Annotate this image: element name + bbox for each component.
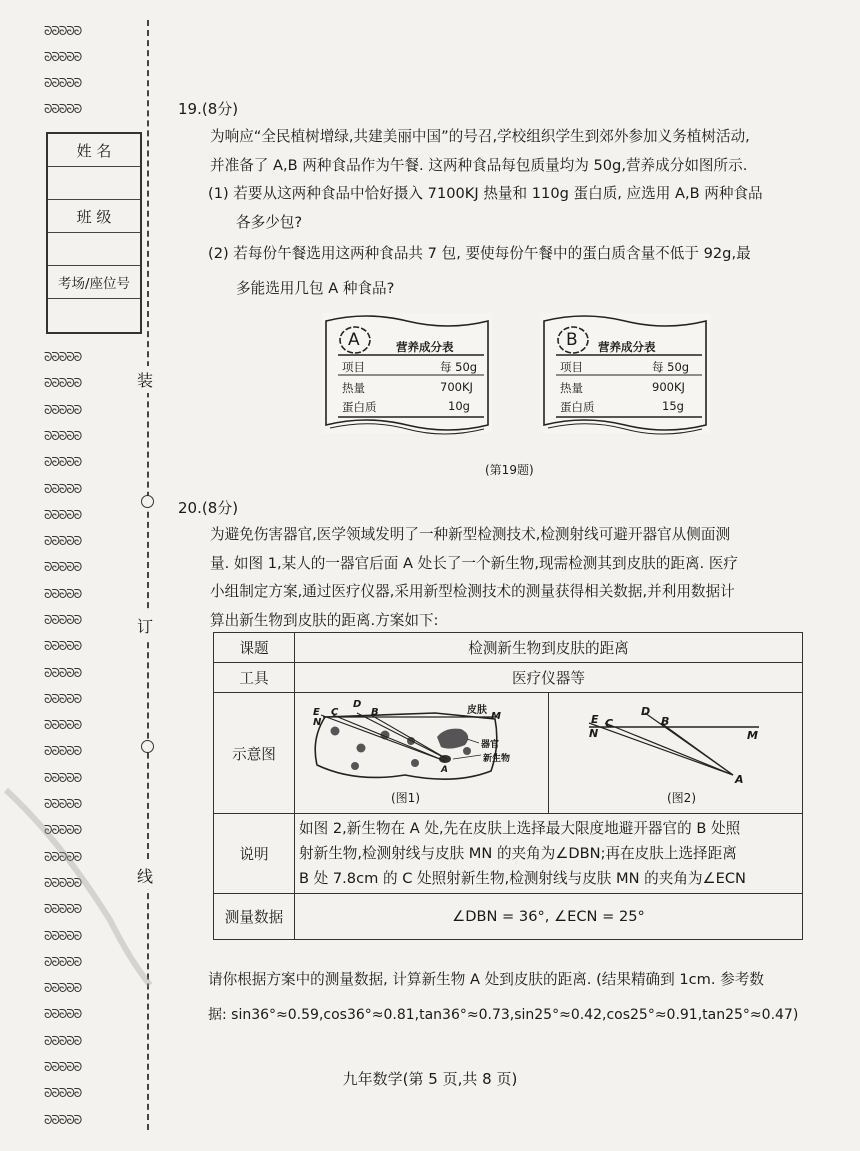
q20-intro-line: 量. 如图 1,某人的一器官后面 A 处长了一个新生物,现需检测其到皮肤的距离. 医疗 <box>210 554 739 572</box>
q20-question-line: 请你根据方案中的测量数据, 计算新生物 A 处到皮肤的距离. (结果精确到 1cm. 参考数 <box>208 971 764 988</box>
card-energy-value: 700KJ <box>440 380 473 394</box>
card-protein-label: 蛋白质 <box>342 400 377 414</box>
fig1-label-d: D <box>353 699 362 710</box>
table-row <box>214 693 803 814</box>
decoration-row: ᘐᘐᘐᘐᘐ <box>44 403 82 417</box>
q20-intro-line: 算出新生物到皮肤的距离.方案如下: <box>210 611 439 629</box>
fig1-label-growth: 新生物 <box>483 754 511 764</box>
q19-intro-line: 为响应“全民植树增绿,共建美丽中国”的号召,学校组织学生到郊外参加义务植树活动, <box>210 128 750 145</box>
card-protein-value: 15g <box>662 399 684 413</box>
q19-part1-line: 各多少包? <box>236 213 303 231</box>
decoration-row: ᘐᘐᘐᘐᘐ <box>44 692 82 706</box>
fig2-label-c: C <box>605 717 614 730</box>
table-row <box>214 633 803 663</box>
decoration-row: ᘐᘐᘐᘐᘐ <box>44 1086 82 1100</box>
table-row <box>214 663 803 693</box>
decoration-row: ᘐᘐᘐᘐᘐ <box>44 350 82 364</box>
topic-value: 检测新生物到皮肤的距离 <box>295 633 803 663</box>
q19-part2 <box>208 240 818 303</box>
card-title: 营养成分表 <box>396 340 454 354</box>
q19-part2-line: 多能选用几包 A 种食品? <box>236 279 395 297</box>
decoration-row: ᘐᘐᘐᘐᘐ <box>44 534 82 548</box>
decoration-row: ᘐᘐᘐᘐᘐ <box>44 718 82 732</box>
decoration-row: ᘐᘐᘐᘐᘐ <box>44 587 82 601</box>
q20-intro-line: 小组制定方案,通过医疗仪器,采用新型检测技术的测量获得相关数据,并利用数据计 <box>210 583 735 600</box>
q19-number: 19. <box>178 100 202 118</box>
decoration-row: ᘐᘐᘐᘐᘐ <box>44 613 82 627</box>
q19-figure-caption: (第19题) <box>485 463 534 477</box>
q20-question-line: 据: sin36°≈0.59,cos36°≈0.81,tan36°≈0.73,sin25°≈0.42,cos25°≈0.91,tan25°≈0.47) <box>208 1006 799 1023</box>
measurement-label: 测量数据 <box>214 894 295 940</box>
binding-char-zhuang: 装 <box>137 366 153 393</box>
decoration-row: ᘐᘐᘐᘐᘐ <box>44 876 82 890</box>
measurement-value: ∠DBN = 36°, ∠ECN = 25° <box>295 894 803 940</box>
name-label: 姓 名 <box>48 134 140 167</box>
q20-score: (8分) <box>201 499 239 517</box>
q19-intro-line: 并准备了 A,B 两种食品作为午餐. 这两种食品每包质量均为 50g,营养成分如图所示. <box>210 156 748 174</box>
decoration-row: ᘐᘐᘐᘐᘐ <box>44 482 82 496</box>
fig1-label-m: M <box>491 711 501 722</box>
decoration-row: ᘐᘐᘐᘐᘐ <box>44 902 82 916</box>
card-protein-value: 10g <box>448 399 470 413</box>
decoration-row: ᘐᘐᘐᘐᘐ <box>44 1113 82 1127</box>
fig2-label-a: A <box>735 773 744 786</box>
class-label: 班 级 <box>48 200 140 233</box>
q19-part1 <box>208 180 818 237</box>
table-row <box>214 814 803 894</box>
card-title: 营养成分表 <box>598 340 656 354</box>
page-footer: 九年数学(第 5 页,共 8 页) <box>342 1070 518 1088</box>
q19-intro <box>210 123 810 180</box>
scheme-table <box>213 632 803 940</box>
decoration-row: ᘐᘐᘐᘐᘐ <box>44 376 82 390</box>
fig2-label-d: D <box>641 705 651 718</box>
decoration-row: ᘐᘐᘐᘐᘐ <box>44 560 82 574</box>
figure-1-cell <box>295 693 549 814</box>
decoration-row: ᘐᘐᘐᘐᘐ <box>44 797 82 811</box>
decoration-row: ᘐᘐᘐᘐᘐ <box>44 1060 82 1074</box>
fig1-label-a: A <box>441 765 448 775</box>
fig1-label-n: N <box>313 717 322 728</box>
fig1-label-e: E <box>313 707 320 718</box>
card-col-item: 项目 <box>560 360 583 374</box>
topic-label: 课题 <box>214 633 295 663</box>
decoration-row: ᘐᘐᘐᘐᘐ <box>44 981 82 995</box>
card-energy-value: 900KJ <box>652 380 685 394</box>
q20-header <box>178 497 238 518</box>
explanation-line: 射新生物,检测射线与皮肤 MN 的夹角为∠DBN;再在皮肤上选择距离 <box>299 845 737 862</box>
decoration-row: ᘐᘐᘐᘐᘐ <box>44 76 82 90</box>
tool-label: 工具 <box>214 663 295 693</box>
student-info-box <box>46 132 142 334</box>
name-blank[interactable] <box>48 167 140 200</box>
q19-part1-line: (1) 若要从这两种食品中恰好摄入 7100KJ 热量和 110g 蛋白质, 应选用 A,B 两种食品 <box>208 185 763 202</box>
seat-blank[interactable] <box>48 299 140 331</box>
table-row <box>214 894 803 940</box>
fig2-label-b: B <box>661 715 670 728</box>
q20-question <box>208 966 820 1029</box>
decoration-row: ᘐᘐᘐᘐᘐ <box>44 102 82 116</box>
fig1-label-b: B <box>371 707 379 718</box>
decoration-row: ᘐᘐᘐᘐᘐ <box>44 455 82 469</box>
tool-value: 医疗仪器等 <box>295 663 803 693</box>
fig1-label-c: C <box>331 707 339 718</box>
binding-hole <box>141 495 154 508</box>
fig2-caption: (图2) <box>667 791 696 805</box>
fig1-caption: (图1) <box>391 791 420 805</box>
q20-intro-line: 为避免伤害器官,医学领域发明了一种新型检测技术,检测射线可避开器官从侧面测 <box>210 526 731 543</box>
decoration-row: ᘐᘐᘐᘐᘐ <box>44 929 82 943</box>
decoration-row: ᘐᘐᘐᘐᘐ <box>44 1034 82 1048</box>
decoration-row: ᘐᘐᘐᘐᘐ <box>44 1007 82 1021</box>
card-protein-label: 蛋白质 <box>560 400 595 414</box>
diagram-label: 示意图 <box>214 693 295 814</box>
card-col-per: 每 50g <box>440 360 478 374</box>
decoration-row: ᘐᘐᘐᘐᘐ <box>44 429 82 443</box>
seat-label: 考场/座位号 <box>48 266 140 299</box>
binding-char-xian: 线 <box>137 862 153 889</box>
decoration-row: ᘐᘐᘐᘐᘐ <box>44 508 82 522</box>
explanation-value <box>295 814 803 894</box>
fig2-label-e: E <box>591 713 599 726</box>
decoration-row: ᘐᘐᘐᘐᘐ <box>44 744 82 758</box>
figure-2-cell <box>549 693 803 814</box>
binding-dashed-line <box>147 20 149 1130</box>
fig1-label-skin: 皮肤 <box>467 705 487 716</box>
nutrition-card-b <box>540 313 710 433</box>
card-energy-label: 热量 <box>560 381 583 395</box>
nutrition-card-a <box>322 313 492 433</box>
decoration-row: ᘐᘐᘐᘐᘐ <box>44 666 82 680</box>
card-letter: B <box>566 330 578 350</box>
q20-number: 20. <box>178 499 202 517</box>
class-blank[interactable] <box>48 233 140 266</box>
fig2-label-n: N <box>589 727 599 740</box>
decoration-row: ᘐᘐᘐᘐᘐ <box>44 823 82 837</box>
fig2-label-m: M <box>747 729 758 742</box>
decoration-row: ᘐᘐᘐᘐᘐ <box>44 955 82 969</box>
q19-header <box>178 98 238 119</box>
q20-intro <box>210 521 810 635</box>
explanation-line: B 处 7.8cm 的 C 处照射新生物,检测射线与皮肤 MN 的夹角为∠ECN <box>299 870 746 887</box>
card-energy-label: 热量 <box>342 381 365 395</box>
card-col-per: 每 50g <box>652 360 690 374</box>
decoration-row: ᘐᘐᘐᘐᘐ <box>44 50 82 64</box>
binding-char-ding: 订 <box>137 612 153 639</box>
card-letter: A <box>348 330 360 350</box>
decoration-row: ᘐᘐᘐᘐᘐ <box>44 850 82 864</box>
explanation-label: 说明 <box>214 814 295 894</box>
fig1-label-organ: 器官 <box>481 740 500 750</box>
decoration-row: ᘐᘐᘐᘐᘐ <box>44 24 82 38</box>
decoration-row: ᘐᘐᘐᘐᘐ <box>44 771 82 785</box>
binding-hole <box>141 740 154 753</box>
explanation-line: 如图 2,新生物在 A 处,先在皮肤上选择最大限度地避开器官的 B 处照 <box>299 820 741 837</box>
q19-score: (8分) <box>201 100 239 118</box>
card-col-item: 项目 <box>342 360 365 374</box>
decoration-row: ᘐᘐᘐᘐᘐ <box>44 639 82 653</box>
q19-part2-line: (2) 若每份午餐选用这两种食品共 7 包, 要使每份午餐中的蛋白质含量不低于 92g,最 <box>208 245 751 262</box>
